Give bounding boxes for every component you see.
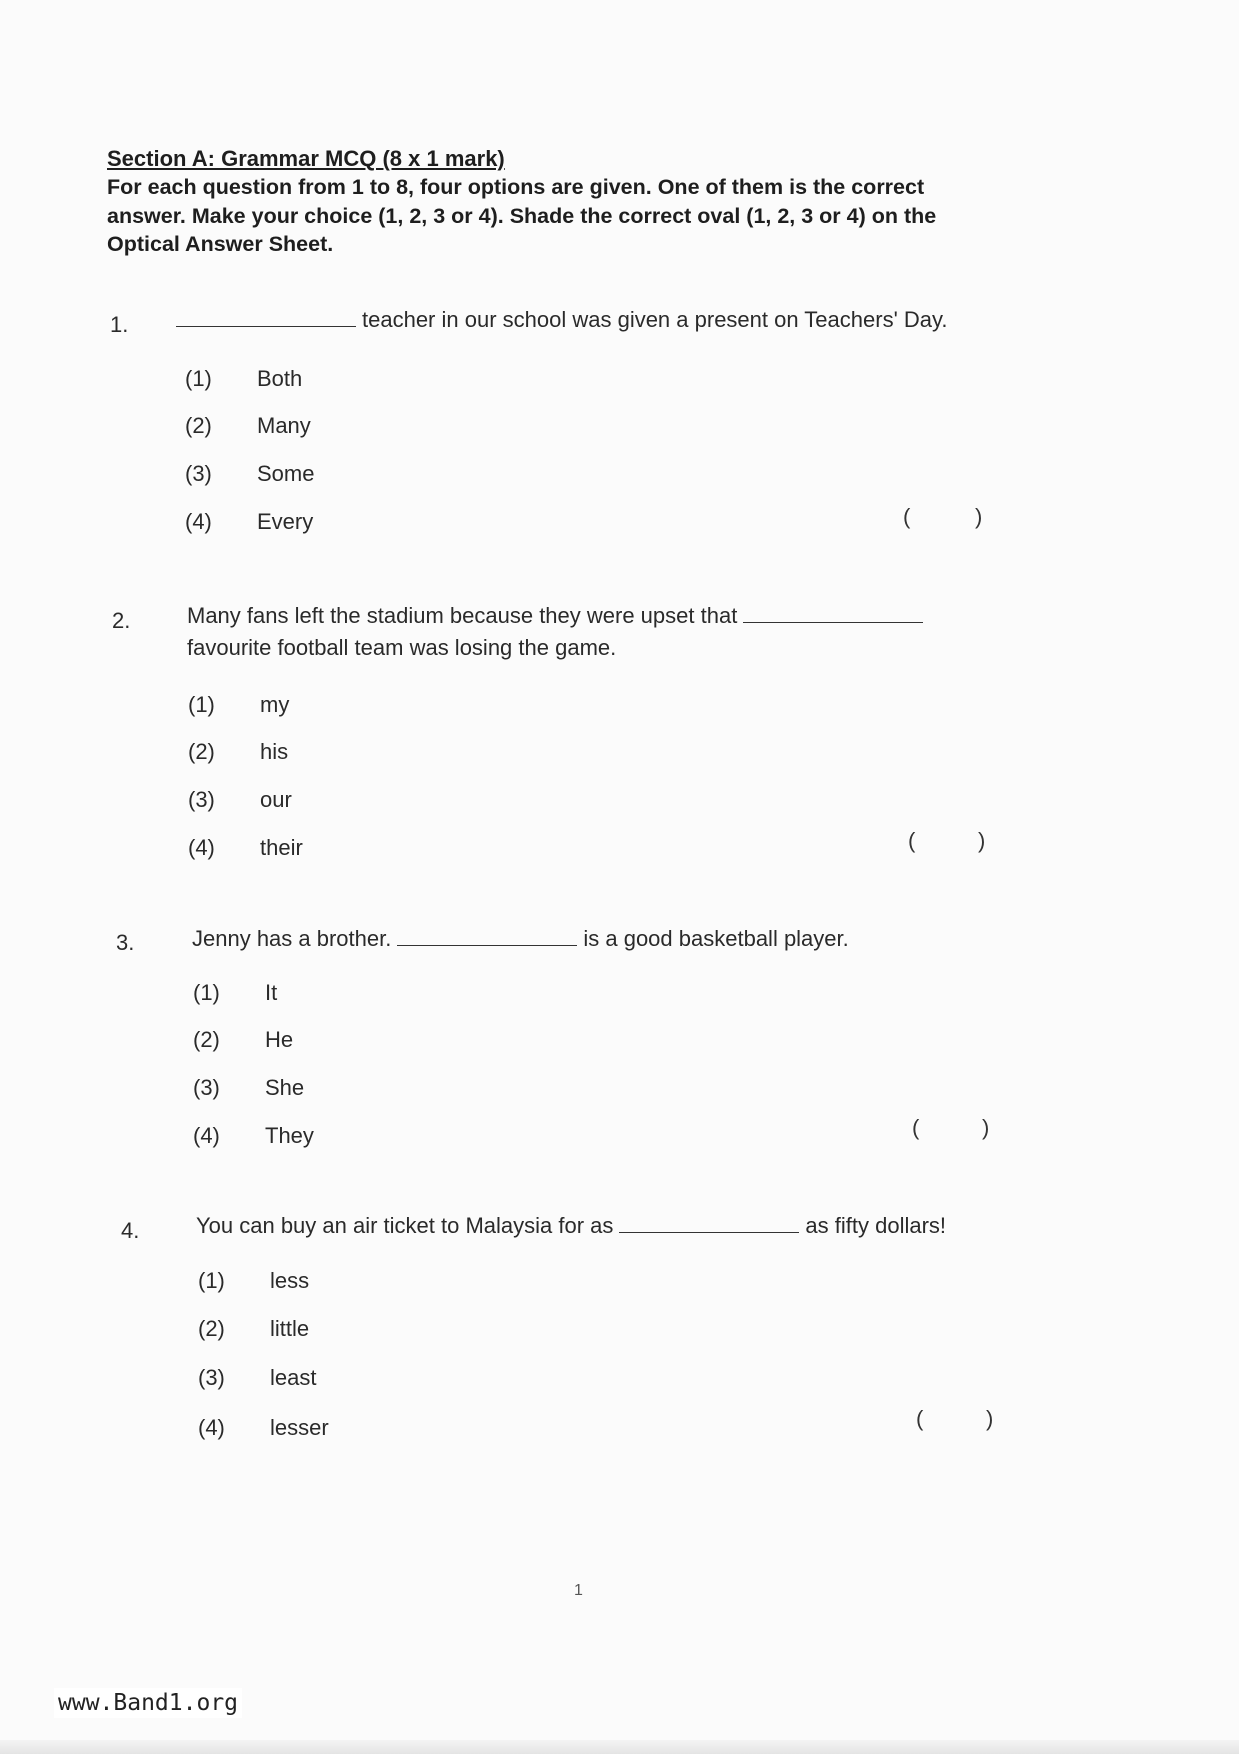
option-label: (3)	[193, 1075, 220, 1100]
instructions: For each question from 1 to 8, four options are given. One of them is the correct answer. Make your choice (1, 2, 3 or 4). Shade the correct oval (1, 2, 3 or 4) on the Optical Answer Sheet.	[107, 175, 937, 256]
option-text: my	[260, 692, 290, 717]
option-text: Many	[257, 413, 311, 438]
stem-text: Jenny has a brother.	[192, 926, 392, 951]
option-text: He	[265, 1027, 294, 1052]
option	[185, 461, 314, 487]
scan-edge-shadow	[0, 1740, 1239, 1754]
page-number: 1	[574, 1582, 583, 1599]
question-stem	[187, 603, 929, 629]
option	[193, 1027, 293, 1053]
answer-bracket-close: )	[982, 1115, 990, 1140]
option-label: (2)	[188, 739, 215, 764]
option	[185, 413, 311, 439]
option	[188, 835, 303, 861]
option-text: Both	[257, 366, 303, 391]
stem-text: You can buy an air ticket to Malaysia for as	[196, 1213, 614, 1238]
option-text: lesser	[270, 1415, 329, 1440]
answer-bracket-open: (	[908, 828, 916, 853]
option-label: (1)	[188, 692, 215, 717]
question-number: 1.	[110, 312, 129, 337]
option-label: (2)	[198, 1316, 225, 1341]
option	[185, 366, 302, 392]
option-text: less	[270, 1268, 310, 1293]
option-label: (1)	[185, 366, 212, 391]
answer-blank	[743, 621, 923, 623]
option-text: They	[265, 1123, 314, 1148]
answer-bracket-close: )	[986, 1406, 994, 1431]
question-stem-continued: favourite football team was losing the game.	[187, 635, 617, 660]
question-stem	[176, 307, 948, 333]
option	[198, 1415, 329, 1441]
option	[198, 1316, 309, 1342]
option-label: (4)	[185, 509, 212, 534]
option	[188, 739, 288, 765]
option-text: his	[260, 739, 289, 764]
option-label: (4)	[188, 835, 215, 860]
option	[185, 509, 313, 535]
stem-text: is a good basketball player.	[583, 926, 849, 951]
option-label: (4)	[193, 1123, 220, 1148]
option	[193, 980, 277, 1006]
question-stem	[192, 926, 849, 952]
option-text: our	[260, 787, 292, 812]
answer-blank	[619, 1231, 799, 1233]
option	[193, 1123, 314, 1149]
option-label: (2)	[193, 1027, 220, 1052]
option-text: Every	[257, 509, 314, 534]
option-label: (3)	[198, 1365, 225, 1390]
answer-blank	[397, 944, 577, 946]
answer-bracket-close: )	[978, 828, 986, 853]
option-text: little	[270, 1316, 310, 1341]
option-label: (1)	[198, 1268, 225, 1293]
option-text: She	[265, 1075, 305, 1100]
question-number: 3.	[116, 930, 135, 955]
footer-watermark: www.Band1.org	[54, 1688, 242, 1718]
option	[193, 1075, 304, 1101]
option-text: least	[270, 1365, 317, 1390]
question-number: 2.	[112, 608, 131, 633]
answer-bracket-open: (	[903, 504, 911, 529]
option-label: (3)	[188, 787, 215, 812]
option-text: their	[260, 835, 303, 860]
answer-bracket-close: )	[975, 504, 983, 529]
option-text: It	[265, 980, 278, 1005]
option-text: Some	[257, 461, 315, 486]
option-label: (2)	[185, 413, 212, 438]
answer-bracket-open: (	[912, 1115, 920, 1140]
option-label: (3)	[185, 461, 212, 486]
question-stem	[196, 1213, 946, 1239]
option	[188, 787, 292, 813]
section-title: Section A: Grammar MCQ (8 x 1 mark)	[107, 146, 505, 171]
stem-text: teacher in our school was given a present on Teachers' Day.	[362, 307, 948, 332]
option-label: (1)	[193, 980, 220, 1005]
option-label: (4)	[198, 1415, 225, 1440]
answer-bracket-open: (	[916, 1406, 924, 1431]
option	[198, 1365, 316, 1391]
answer-blank	[176, 325, 356, 327]
option	[188, 692, 289, 718]
stem-text: as fifty dollars!	[805, 1213, 947, 1238]
stem-text: Many fans left the stadium because they were upset that	[187, 603, 738, 628]
question-number: 4.	[121, 1218, 140, 1243]
option	[198, 1268, 309, 1294]
